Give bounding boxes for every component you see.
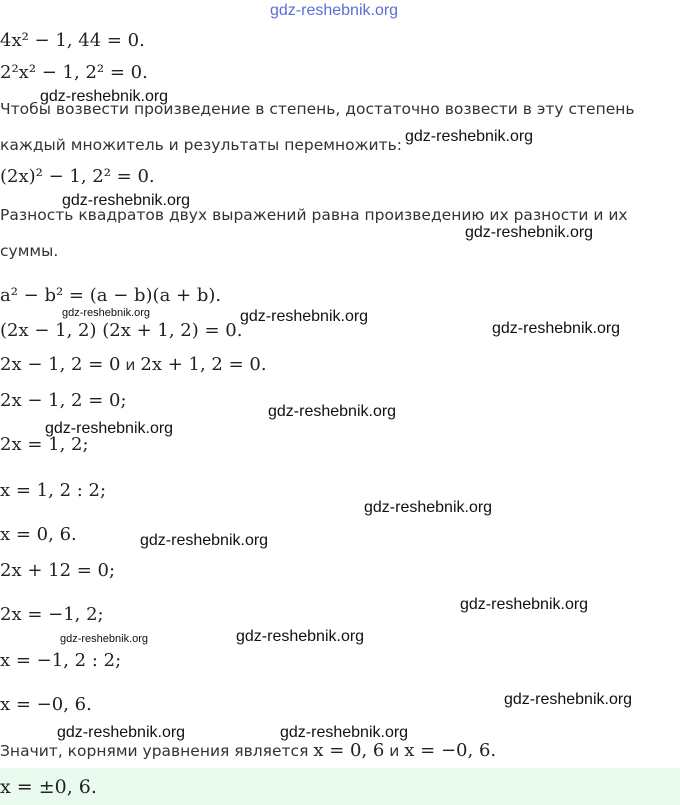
- conclusion-root-2: x = −0, 6.: [404, 740, 497, 761]
- equation-12: 2x = −1, 2;: [0, 604, 104, 625]
- watermark: gdz-reshebnik.org: [57, 724, 186, 741]
- watermark: gdz-reshebnik.org: [280, 724, 409, 741]
- watermark: gdz-reshebnik.org: [460, 596, 589, 613]
- answer-value: x = ±0, 6.: [0, 776, 97, 798]
- equation-3: (2x)² − 1, 2² = 0.: [0, 166, 155, 187]
- equation-7: 2x − 1, 2 = 0;: [0, 390, 127, 411]
- equation-6-right: 2x + 1, 2 = 0.: [140, 354, 267, 375]
- watermark: gdz-reshebnik.org: [492, 320, 621, 337]
- watermark: gdz-reshebnik.org: [140, 532, 269, 549]
- equation-11: 2x + 12 = 0;: [0, 560, 116, 581]
- equation-8: 2x = 1, 2;: [0, 434, 89, 455]
- watermark: gdz-reshebnik.org: [45, 420, 174, 437]
- watermark: gdz-reshebnik.org: [236, 628, 365, 645]
- conclusion-and: и: [384, 742, 405, 760]
- equation-6-and: и: [120, 356, 141, 374]
- watermark: gdz-reshebnik.org: [405, 128, 534, 145]
- watermark-small: gdz-reshebnik.org: [62, 307, 151, 319]
- rule-2-line-a: Разность квадратов двух выражений равна произведению их разности и их: [0, 206, 628, 224]
- watermark: gdz-reshebnik.org: [40, 88, 169, 105]
- watermark-top: gdz-reshebnik.org: [270, 2, 399, 19]
- equation-10: x = 0, 6.: [0, 524, 77, 545]
- conclusion-root-1: x = 0, 6: [313, 740, 385, 761]
- equation-4: a² − b² = (a − b)(a + b).: [0, 285, 222, 306]
- watermark-small: gdz-reshebnik.org: [60, 633, 149, 645]
- watermark: gdz-reshebnik.org: [465, 224, 594, 241]
- conclusion: [0, 740, 496, 761]
- answer-highlight: [0, 768, 680, 805]
- watermark: gdz-reshebnik.org: [364, 499, 493, 516]
- equation-1: 4x² − 1, 44 = 0.: [0, 30, 145, 51]
- equation-6-left: 2x − 1, 2 = 0: [0, 354, 121, 375]
- watermark: gdz-reshebnik.org: [268, 403, 397, 420]
- rule-2-line-b: суммы.: [0, 242, 59, 260]
- watermark: gdz-reshebnik.org: [240, 308, 369, 325]
- equation-5: (2x − 1, 2) (2x + 1, 2) = 0.: [0, 320, 243, 341]
- rule-1-line-b: каждый множитель и результаты перемножить:: [0, 136, 402, 154]
- equation-14: x = −0, 6.: [0, 694, 92, 715]
- rule-1-line-a: Чтобы возвести произведение в степень, достаточно возвести в эту степень: [0, 100, 635, 118]
- equation-13: x = −1, 2 : 2;: [0, 650, 122, 671]
- equation-6: [0, 354, 267, 375]
- watermark: gdz-reshebnik.org: [504, 691, 633, 708]
- equation-2: 2²x² − 1, 2² = 0.: [0, 62, 148, 83]
- watermark: gdz-reshebnik.org: [62, 192, 191, 209]
- equation-9: x = 1, 2 : 2;: [0, 480, 107, 501]
- conclusion-text: Значит, корнями уравнения является: [0, 742, 314, 760]
